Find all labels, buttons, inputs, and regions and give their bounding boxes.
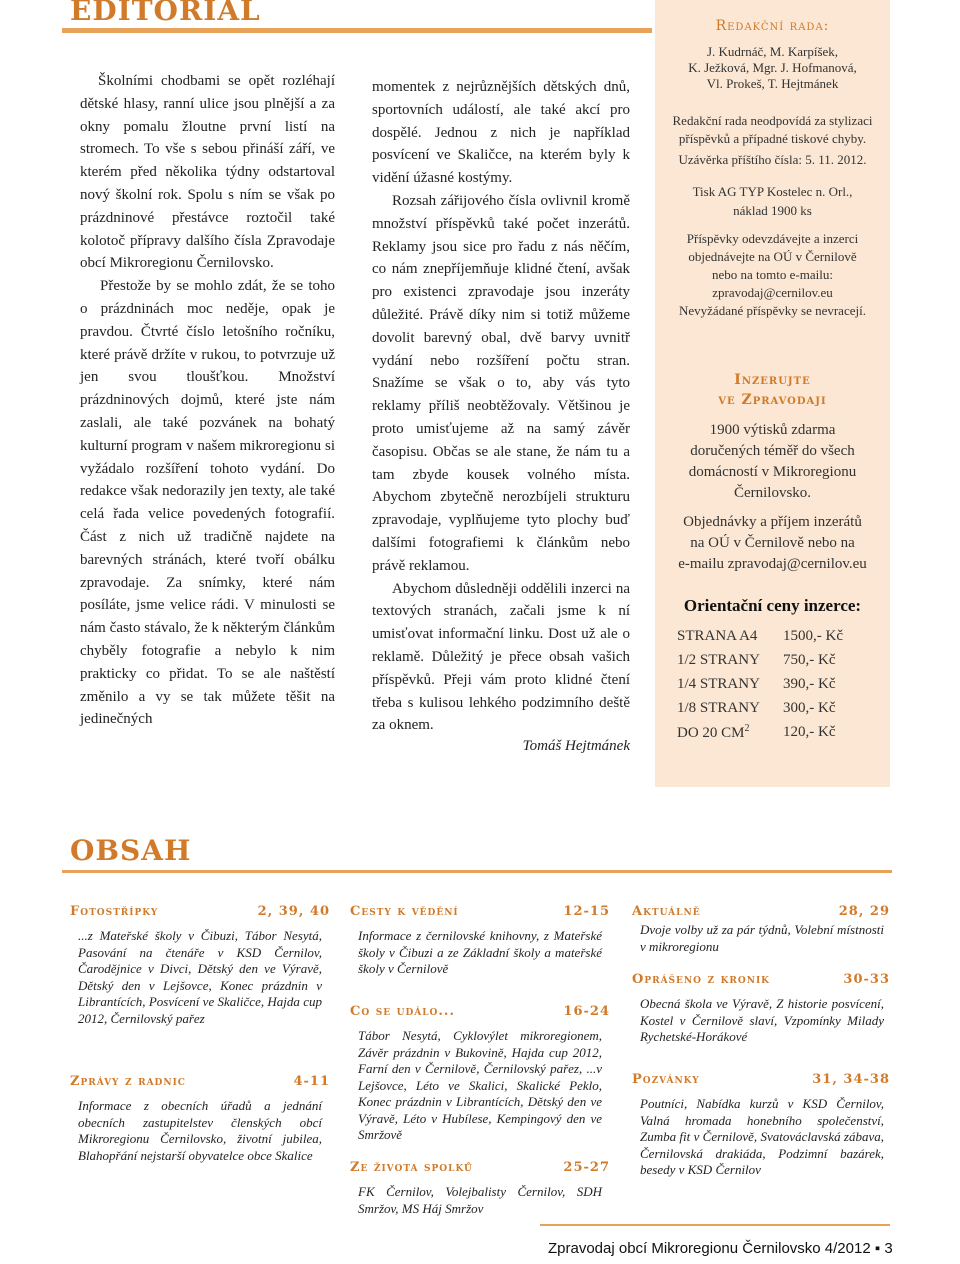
ads-orders xyxy=(655,512,890,575)
ads-circulation xyxy=(655,420,890,504)
price-row xyxy=(677,696,843,720)
section-pages: 2, 39, 40 xyxy=(257,904,330,919)
editorial-signature: Tomáš Hejtmánek xyxy=(522,738,630,754)
editorial-paragraph: Přestože by se mohlo zdát, že se toho o prázdninách moc neděje, opak je pravdou. Čtvrté číslo letošního ročníku, které právě držíte v rukou, to potvrzuje už jen svou tloušťkou. Množství prázdninových dojmů, které jste nám zaslali, ale také pozvánek na bohatý kulturní program v našem mikroregionu si vyžádalo rozšíření tohoto vydání. Do redakce však nedorazily jen texty, ale také celá řada velice povedených fotografií. Část z nich už tradičně najdete na barevných stránách, které tvoří obálku zpravodaje. Za snímky, které nám posíláte, jsme velice rádi. V minulosti se nám často stávalo, že k některým článkům chyběly fotografie a nebylo k nim prakticky co přidat. To se ale naštěstí změnilo a vy se tak můžete těšit na jedinečných xyxy=(80,278,335,728)
section-pages: 16-24 xyxy=(563,1004,610,1019)
section-description: FK Černilov, Volejbalisty Černilov, SDH Smržov, MS Háj Smržov xyxy=(358,1184,602,1216)
ads-title xyxy=(655,370,890,410)
footer-text: Zpravodaj obcí Mikroregionu Černilovsko 4/2012 ▪ 3 xyxy=(548,1240,893,1257)
ads-email-line[interactable]: e-mailu zpravodaj@cernilov.eu xyxy=(678,556,867,572)
price-label-cell xyxy=(677,720,783,744)
price-row xyxy=(677,624,843,648)
submission-line: objednávejte na OÚ v Černilově xyxy=(688,249,857,264)
next-issue-deadline: Uzávěrka příštího čísla: 5. 11. 2012. xyxy=(678,152,867,167)
price-label: DO 20 CM xyxy=(677,724,745,741)
ads-line: Černilovsko. xyxy=(733,485,812,501)
price-value: 750,- Kč xyxy=(783,651,836,668)
price-value: 390,- Kč xyxy=(783,675,836,692)
section-pages: 4-11 xyxy=(293,1074,330,1089)
section-title-cesty-k-vedeni[interactable]: Cesty k vědění xyxy=(350,904,459,919)
section-title-ze-zivota-spolku[interactable]: Ze života spolků xyxy=(350,1160,473,1175)
editorial-paragraph: momentek z nejrůznějších dětských dnů, sportovních událostí, ale také akcí pro dospělé. Jednou z nich je například posvícení ve Skaličce, na kterém byly k vidění úžasné kostýmy. xyxy=(372,79,630,187)
price-value: 1500,- Kč xyxy=(783,627,843,644)
section-pages: 25-27 xyxy=(563,1160,610,1175)
board-member-line: K. Ježková, Mgr. J. Hofmanová, xyxy=(688,60,857,75)
price-value: 300,- Kč xyxy=(783,699,836,716)
ads-title-line: Inzerujte xyxy=(734,372,811,388)
section-description: Informace z obecních úřadů a jednání obecních zastupitelstev členských obcí Mikroregionu Černilovsko, životní jubilea, Blahopřání nejstarší obyvatelce obce Skalice xyxy=(78,1098,322,1163)
board-member-line: Vl. Prokeš, T. Hejtmánek xyxy=(706,76,839,91)
section-description: ...z Mateřské školy v Čibuzi, Tábor Nesytá, Pasování na čtenáře v KSD Černilov, Čarodějnice v Divci, Dětský den ve Výravě, Dětský den v Lejšovce, Konec prázdnin v Librantících, Posvícení ve Skaličce, Hajda cup 2012, Černilovský pařez xyxy=(78,928,322,1026)
section-pages: 12-15 xyxy=(563,904,610,919)
editorial-middle-column xyxy=(372,76,630,737)
print-info-line: náklad 1900 ks xyxy=(733,203,812,218)
submission-line: Nevyžádané příspěvky se nevracejí. xyxy=(679,303,866,318)
submission-line: nebo na tomto e-mailu: xyxy=(712,267,833,282)
section-title-oraseno-z-kronik[interactable]: Oprášeno z kronik xyxy=(632,972,771,987)
section-description: Obecná škola ve Výravě, Z historie posvícení, Kostel v Černilově slaví, Vzpomínky Milady Rychetské-Horákové xyxy=(640,996,884,1044)
price-table xyxy=(677,624,843,744)
editorial-paragraph: Rozsah zářijového čísla ovlivnil kromě množství příspěvků také počet inzerátů. Reklamy jsou sice pro řadu z nás něčím, co nám znepříjemňuje klidné čtení, avšak pro existenci zpravodaje jsou inzeráty důležité. Právě díky nim si totiž můžeme dovolit barevný obal, dvě barvy uvnitř vydání nebo rozšíření počtu stran. Snažíme se však o to, aby vás tyto reklamy příliš neobtěžovaly. Většinou je proto umisťujeme až na samý závěr časopisu. Občas se ale stane, že nám tu a tam zbyde kousek volného místa. Abychom zbytečně nerozbíjeli strukturu zpravodaje, vyplňujeme tyto plochy buď dalšími fotografiemi k článkům nebo právě reklamou. xyxy=(372,192,630,574)
section-title-zpravy-z-radnic[interactable]: Zprávy z radnic xyxy=(70,1074,186,1089)
editorial-paragraph: Abychom důsledněji oddělili inzerci na textových stranách, začali jsme k ní umisťovat informační linku. Dost už ale o reklamě. Důležitý je přece obsah vašich příspěvků. Přeji vám proto klidné čtení třeba s kulisou lehkého podzimního deště za oknem. xyxy=(372,580,630,734)
submission-line: Příspěvky odevzdávejte a inzerci xyxy=(686,231,859,246)
section-title-co-se-udalo[interactable]: Co se událo... xyxy=(350,1004,455,1019)
print-info-line: Tisk AG TYP Kostelec n. Orl., xyxy=(692,184,853,199)
price-list-title: Orientační ceny inzerce: xyxy=(683,596,862,615)
section-pages: 31, 34-38 xyxy=(812,1072,890,1087)
price-row xyxy=(677,648,843,672)
price-value: 120,- Kč xyxy=(783,723,836,740)
price-label: 1/4 STRANY xyxy=(677,675,760,692)
ads-line: doručených téměř do všech xyxy=(690,443,855,459)
editorial-paragraph: Školními chodbami se opět rozléhají dětské hlasy, ranní ulice jsou plnější a za okny pomalu žloutne první listí na stromech. To vše s sebou přináší září, ve kterém před několika týdny odstartoval nový školní rok. Spolu s ním se však po prázdninové přestávce roztočil také kolotoč přípravy dalšího čísla Zpravodaje obcí Mikroregionu Černilovsko. xyxy=(80,73,335,272)
ads-line: domácností v Mikroregionu xyxy=(688,464,857,480)
section-title-pozvanky[interactable]: Pozvánky xyxy=(632,1072,700,1087)
page-title: EDITORIAL xyxy=(70,0,261,27)
board-disclaimer: Redakční rada neodpovídá za stylizaci příspěvků a případné tiskové chyby. xyxy=(672,113,873,146)
section-title-aktualne[interactable]: Aktuálně xyxy=(632,904,701,919)
ads-line: 1900 výtisků zdarma xyxy=(709,422,836,438)
price-label: STRANA A4 xyxy=(677,627,758,644)
contents-rule xyxy=(62,870,892,873)
price-label-superscript: 2 xyxy=(744,722,750,734)
price-row xyxy=(677,720,843,744)
price-label: 1/8 STRANY xyxy=(677,699,760,716)
section-description: Dvoje volby už za pár týdnů, Volební místnosti v mikroregionu xyxy=(640,922,884,954)
sidebar-box xyxy=(655,0,890,787)
board-member-line: J. Kudrnáč, M. Karpíšek, xyxy=(706,44,839,59)
header-rule xyxy=(62,28,652,33)
price-row xyxy=(677,672,843,696)
section-title-fotostripky[interactable]: Fotostřípky xyxy=(70,904,159,919)
editorial-left-column xyxy=(80,70,335,731)
section-pages: 28, 29 xyxy=(838,904,890,919)
ads-line: na OÚ v Černilově nebo na xyxy=(690,535,855,551)
editorial-board-members xyxy=(655,44,890,92)
submission-info xyxy=(655,230,890,320)
ads-line: Objednávky a příjem inzerátů xyxy=(683,514,862,530)
editorial-board-title: Redakční rada: xyxy=(715,18,830,34)
ads-title-line: ve Zpravodaji xyxy=(718,392,827,408)
section-description: Poutníci, Nabídka kurzů v KSD Černilov, Valná hromada honebního společenství, Zumba fit v Černilově, Svatováclavská zábava, Černilovská drakiáda, Podzimní bazárek, besedy v KSD Černilov xyxy=(640,1096,884,1177)
price-label: 1/2 STRANY xyxy=(677,651,760,668)
footer-rule xyxy=(540,1224,890,1226)
section-description: Informace z černilovské knihovny, z Mateřské školy v Čibuzi a ze Základní školy a mateřské školy v Černilově xyxy=(358,928,602,976)
section-pages: 30-33 xyxy=(843,972,890,987)
contents-title: OBSAH xyxy=(70,834,192,867)
submission-email[interactable]: zpravodaj@cernilov.eu xyxy=(712,285,833,300)
section-description: Tábor Nesytá, Cyklovýlet mikroregionem, Závěr prázdnin v Bukovině, Hajda cup 2012, Farní den v Černilově, Černilovský pařez, ...v Lejšovce, Léto ve Skalici, Skalické Peklo, Konec prázdnin v Librantících, Dětský den ve Výravě, Léto v Hubílese, Kempingový den ve Smržově xyxy=(358,1028,602,1142)
print-info xyxy=(655,182,890,220)
